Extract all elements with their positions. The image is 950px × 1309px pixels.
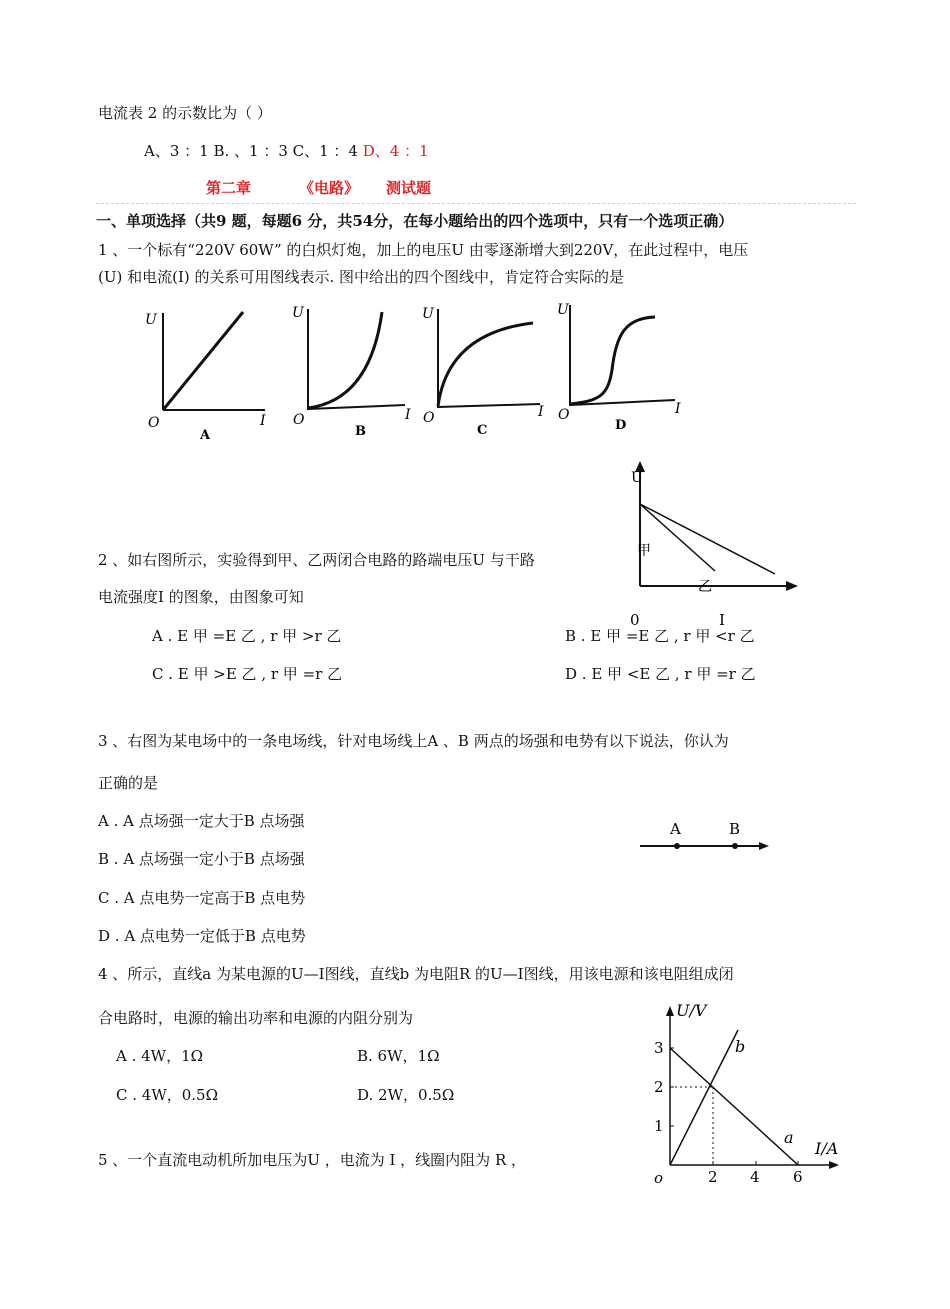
q1-a-u-label: U [145,312,157,328]
q3-point-b-label: B [729,820,741,838]
q4-option-d: D. 2W，0.5Ω [357,1086,455,1104]
q4-graph [645,1000,850,1190]
q3-option-b: B . A 点场强一定小于B 点场强 [98,850,305,868]
q3-point-a [674,843,680,849]
q4-ytick-1: 1 [654,1117,664,1135]
q4-line2: 合电路时，电源的输出功率和电源的内阻分别为 [98,1009,414,1027]
q2-graph [620,458,810,633]
q3-line1: 3 、右图为某电场中的一条电场线，针对电场线上A 、B 两点的场强和电势有以下说法，你认为 [98,732,729,750]
q5-line1: 5 、一个直流电动机所加电压为U ，电流为 I ，线圈内阻为 R ， [98,1151,527,1169]
q4-ytick-2: 2 [654,1078,664,1096]
q2-option-b: B . E 甲 =E 乙 , r 甲 <r 乙 [565,627,755,645]
q4-y-axis-label: U/V [676,1001,707,1020]
q1-c-caption: C [477,423,488,438]
q3-option-d: D . A 点电势一定低于B 点电势 [98,927,306,945]
chapter-name: 《电路》 [299,179,360,197]
q1-graphs [130,295,690,445]
q1-b-o-label: O [293,412,305,428]
q4-line-a-label: a [784,1128,794,1147]
q3-point-b [732,843,738,849]
chapter-test-label: 测试题 [386,179,432,197]
q1-d-i-label: I [675,401,681,417]
q1-graph-d [557,302,681,433]
q2-u-label: U [631,470,643,486]
q1-c-i-label: I [538,404,544,420]
prev-question-line: 电流表 2 的示数比为（ ） [98,104,272,122]
q2-jia-label: 甲 [637,543,651,559]
separator-line [96,203,856,204]
prev-option-d: D、4 ：1 [362,142,429,160]
q1-graph-c [422,306,544,438]
q3-line2: 正确的是 [98,774,159,792]
q3-point-a-label: A [670,820,681,838]
q4-line-a [670,1048,798,1165]
q4-line-b-label: b [735,1037,746,1056]
prev-options-abc: A、3 ：1 B. 、1 ：3 C、1 ：4 [144,142,363,160]
q4-ytick-3: 3 [654,1039,664,1057]
q4-xtick-4: 4 [750,1168,760,1186]
q1-b-i-label: I [405,407,411,423]
section-heading: 一、单项选择（共9 题，每题6 分，共54分，在每小题给出的四个选项中，只有一个选项正确） [96,212,734,230]
q1-a-o-label: O [148,415,160,431]
q1-d-u-label: U [557,302,569,318]
q2-yi-label: 乙 [698,579,712,595]
q4-xtick-2: 2 [708,1168,718,1186]
q1-c-o-label: O [423,410,435,426]
q1-graph-a [145,312,266,443]
q4-xtick-6: 6 [793,1168,803,1186]
q1-d-caption: D [615,418,627,433]
q1-graph-b [292,305,411,439]
q4-x-axis-label: I/A [815,1139,839,1158]
q2-i-label: I [719,611,725,629]
q4-line-b [670,1030,738,1165]
q1-a-caption: A [200,428,211,443]
prev-options [144,141,429,161]
q2-option-c: C . E 甲 >E 乙 , r 甲 =r 乙 [152,665,343,683]
q2-option-d: D . E 甲 <E 乙 , r 甲 =r 乙 [565,665,756,683]
q2-option-a: A . E 甲 =E 乙 , r 甲 >r 乙 [152,627,342,645]
q1-a-i-label: I [260,413,266,429]
q4-option-a: A . 4W，1Ω [116,1047,204,1065]
q2-origin-label: 0 [630,611,640,629]
q3-field-line [635,818,775,858]
q3-option-c: C . A 点电势一定高于B 点电势 [98,889,306,907]
q1-b-caption: B [355,424,366,439]
q2-line2: 电流强度I 的图象，由图象可知 [98,588,304,606]
q1-line1: 1 、一个标有“220V 60W” 的白炽灯炮，加上的电压U 由零逐渐增大到220V，在此过程中，电压 [98,241,749,259]
q4-option-c: C . 4W，0.5Ω [116,1086,219,1104]
q1-b-u-label: U [292,305,304,321]
q1-c-u-label: U [422,306,434,322]
q4-option-b: B. 6W，1Ω [357,1047,440,1065]
chapter-number: 第二章 [206,179,252,197]
q1-line2: (U) 和电流(I) 的关系可用图线表示. 图中给出的四个图线中，肯定符合实际的是 [98,268,625,286]
q4-line1: 4 、所示，直线a 为某电源的U—I图线，直线b 为电阻R 的U—I图线，用该电源和该电阻组成闭 [98,965,734,983]
q3-option-a: A . A 点场强一定大于B 点场强 [98,812,305,830]
q2-line1: 2 、如右图所示，实验得到甲、乙两闭合电路的路端电压U 与干路 [98,551,535,569]
q4-origin-label: o [654,1169,664,1187]
q1-d-o-label: O [558,407,570,423]
